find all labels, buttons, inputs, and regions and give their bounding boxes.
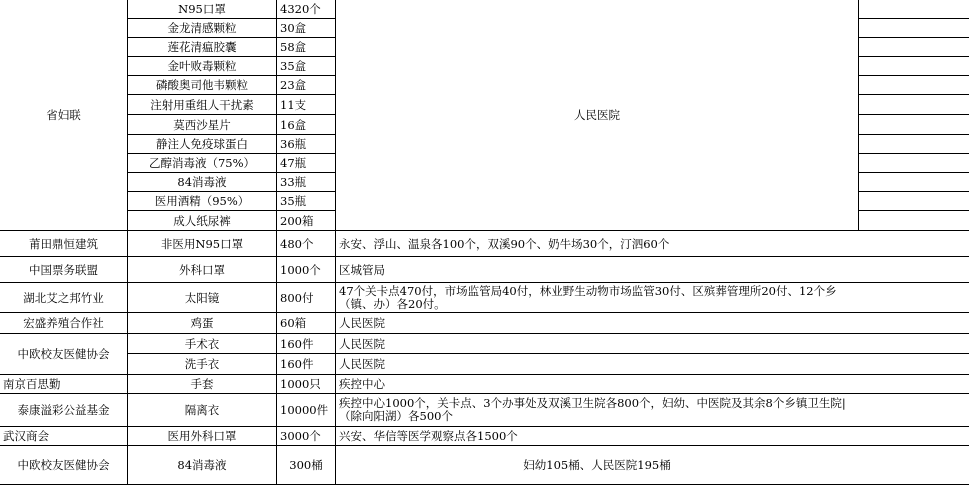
donor-cell: 中欧校友医健协会	[17, 347, 110, 361]
quantity-cell: 60箱	[280, 316, 307, 330]
recipient-cell: 疾控中心	[339, 377, 385, 391]
donor-cell: 湖北艾之邦竹业	[23, 290, 104, 305]
recipient-cell: 人民医院	[339, 336, 385, 351]
grid-line	[858, 172, 969, 173]
donor-cell: 泰康溢彩公益基金	[17, 403, 110, 417]
donor-cell: 宏盛养殖合作社	[23, 316, 104, 330]
recipient-cell: 47个关卡点470付，市场监管局40付，林业野生动物市场监管30付、区殡葬管理所20付、12个乡（镇、办）各20付。	[339, 283, 837, 311]
grid-line	[858, 37, 969, 38]
grid-line	[858, 18, 969, 19]
recipient-cell: 妇幼105桶、人民医院195桶	[523, 458, 671, 472]
donor-cell: 武汉商会	[3, 429, 49, 443]
recipient-cell: 兴安、华信等医学观察点各1500个	[339, 429, 518, 443]
item-cell: 手术衣	[184, 336, 220, 351]
item-cell: 外科口罩	[179, 262, 225, 277]
quantity-cell: 200箱	[280, 213, 314, 228]
recipient-cell: 人民医院	[339, 316, 385, 330]
grid-line	[858, 56, 969, 57]
quantity-cell: 16盒	[280, 117, 307, 132]
item-cell: 莫西沙星片	[173, 117, 231, 132]
grid-line	[858, 134, 969, 135]
item-cell: 隔离衣	[184, 403, 220, 417]
grid-line	[858, 94, 969, 95]
recipient-cell: 永安、浮山、温泉各100个，双溪90个、奶牛场30个，汀泗60个	[339, 236, 670, 251]
quantity-cell: 300桶	[289, 458, 323, 472]
quantity-cell: 480个	[280, 236, 314, 251]
recipient-cell: 区城管局	[339, 262, 385, 277]
quantity-cell: 33瓶	[280, 175, 307, 189]
quantity-cell: 47瓶	[280, 156, 307, 170]
item-cell: N95口罩	[178, 2, 226, 16]
item-cell: 84消毒液	[177, 175, 227, 189]
item-cell: 金龙清感颗粒	[167, 21, 237, 35]
quantity-cell: 3000个	[280, 429, 321, 443]
item-cell: 金叶败毒颗粒	[167, 59, 237, 73]
item-cell: 磷酸奥司他韦颗粒	[156, 78, 248, 92]
quantity-cell: 36瓶	[280, 137, 307, 151]
quantity-cell: 11支	[280, 97, 307, 112]
item-cell: 莲花清瘟胶囊	[167, 40, 237, 54]
quantity-cell: 160件	[280, 357, 314, 371]
item-cell: 静注人免疫球蛋白	[156, 137, 248, 151]
grid-line	[858, 153, 969, 154]
item-cell: 洗手衣	[184, 357, 220, 371]
donor-cell: 省妇联	[46, 108, 81, 122]
donor-cell: 莆田鼎恒建筑	[29, 236, 98, 251]
quantity-cell: 160件	[280, 336, 314, 351]
item-cell: 太阳镜	[184, 290, 220, 305]
item-cell: 注射用重组人干扰素	[150, 97, 254, 112]
item-cell: 84消毒液	[177, 458, 227, 472]
item-cell: 非医用N95口罩	[160, 236, 244, 251]
recipient-cell: 疾控中心1000个，关卡点、3个办事处及双溪卫生院各800个，妇幼、中医院及其余8个乡镇卫生院|（除向阳湖）各500个	[339, 396, 846, 423]
item-cell: 手套	[190, 377, 214, 391]
quantity-cell: 10000件	[280, 403, 329, 417]
quantity-cell: 58盒	[280, 40, 307, 54]
grid-line	[858, 191, 969, 192]
item-cell: 鸡蛋	[190, 316, 214, 330]
grid-line	[858, 0, 859, 230]
grid-line	[858, 210, 969, 211]
item-cell: 医用外科口罩	[167, 429, 237, 443]
quantity-cell: 1000个	[280, 262, 321, 277]
quantity-cell: 23盒	[280, 78, 307, 92]
recipient-cell: 人民医院	[339, 357, 385, 371]
recipient-cell: 人民医院	[574, 108, 620, 122]
grid-line	[858, 114, 969, 115]
item-cell: 成人纸尿裤	[173, 213, 231, 228]
quantity-cell: 800付	[280, 290, 314, 305]
quantity-cell: 1000只	[280, 377, 321, 391]
donor-cell: 中欧校友医健协会	[17, 458, 110, 472]
item-cell: 医用酒精（95%）	[154, 194, 250, 208]
quantity-cell: 30盒	[280, 21, 307, 35]
quantity-cell: 35瓶	[280, 194, 307, 208]
donor-cell: 中国票务联盟	[29, 262, 98, 277]
grid-line	[858, 75, 969, 76]
quantity-cell: 4320个	[280, 2, 321, 16]
item-cell: 乙醇消毒液（75%）	[148, 156, 256, 170]
donor-cell: 南京百思勤	[3, 377, 61, 391]
quantity-cell: 35盒	[280, 59, 307, 73]
